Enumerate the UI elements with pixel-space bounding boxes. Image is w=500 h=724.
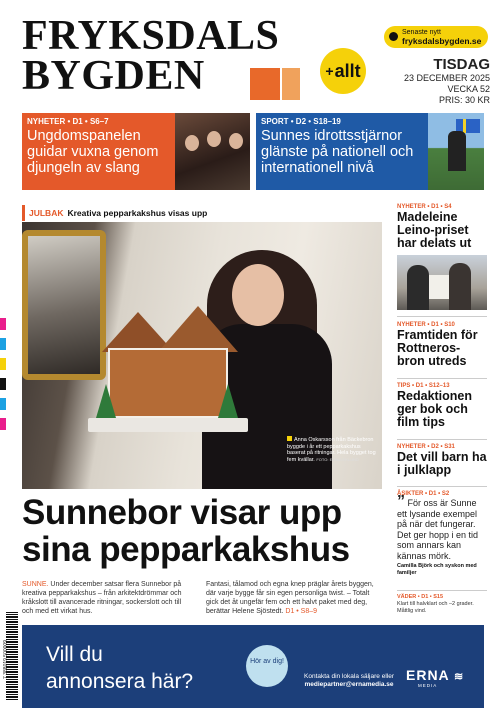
weather[interactable] bbox=[397, 594, 487, 615]
side-item[interactable] bbox=[397, 322, 487, 368]
main-story-strap[interactable] bbox=[22, 205, 382, 221]
erna-logo bbox=[406, 667, 464, 683]
allt-logo-text: allt bbox=[334, 60, 361, 81]
print-mark bbox=[0, 318, 6, 330]
barcode-number: 7 388019 500009 bbox=[3, 640, 9, 679]
side-item[interactable] bbox=[397, 444, 487, 477]
body-text-1: Under december satsar flera Sunnebor på kreativa pepparkakshus – från arkitektdrömmar och kråkslott till avancerade ritningar, sockerslott och till och med ett virkat hus. bbox=[22, 581, 182, 615]
erna-logo-sub: MEDIA bbox=[418, 683, 438, 688]
print-mark bbox=[0, 358, 6, 370]
allt-logo[interactable]: + allt bbox=[320, 48, 366, 94]
issue-info bbox=[400, 56, 490, 106]
advertisement[interactable] bbox=[22, 625, 484, 708]
ad-contact bbox=[290, 673, 408, 689]
side-kicker: NYHETER • D1 • S10 bbox=[397, 322, 455, 328]
issue-date: 23 DECEMBER 2025 bbox=[403, 73, 490, 83]
divider bbox=[397, 590, 487, 591]
promo-news-headline: Ungdomspanelen guidar vuxna genom djungeln av slang bbox=[27, 128, 159, 176]
body-column-2 bbox=[206, 580, 378, 616]
side-title: Madeleine Leino-priset har delats ut bbox=[397, 210, 472, 250]
web-badge-small: Senaste nytt bbox=[402, 29, 441, 36]
ad-headline bbox=[46, 641, 193, 695]
quote-icon: ” bbox=[397, 493, 405, 510]
gingerbread-house bbox=[88, 312, 248, 432]
ad-contact-email[interactable]: mediepartner@ernamedia.se bbox=[304, 681, 394, 688]
masthead-graphic bbox=[250, 68, 280, 100]
print-mark bbox=[0, 378, 6, 390]
weather-text: Klart till halvklart och –2 grader. Måttlig vind. bbox=[397, 601, 474, 614]
promo-news-kicker: NYHETER • D1 • S6–7 bbox=[27, 117, 109, 126]
opinion[interactable] bbox=[397, 491, 487, 577]
promo-sport-kicker: SPORT • D2 • S18–19 bbox=[261, 117, 341, 126]
body-column-1 bbox=[22, 580, 194, 616]
masthead bbox=[22, 13, 280, 99]
side-kicker: NYHETER • D2 • S31 bbox=[397, 444, 455, 450]
main-story-kicker: JULBAK bbox=[29, 208, 64, 218]
opinion-kicker: ÅSIKTER • D1 • S2 bbox=[397, 491, 450, 497]
side-title: Redaktionen ger bok och film tips bbox=[397, 389, 473, 429]
side-photo bbox=[397, 255, 487, 310]
ad-headline-line2: annonsera här? bbox=[46, 670, 194, 693]
divider bbox=[397, 486, 487, 487]
main-headline[interactable] bbox=[22, 494, 392, 568]
ad-speech-bubble: Hör av dig! bbox=[246, 645, 288, 687]
main-story-strap-text: Kreativa pepparkakshus visas upp bbox=[67, 208, 208, 218]
side-kicker: NYHETER • D1 • S4 bbox=[397, 204, 452, 210]
body-dateline: SUNNE. bbox=[22, 581, 49, 588]
wave-icon: ≋ bbox=[454, 671, 465, 683]
divider bbox=[397, 316, 487, 317]
print-mark bbox=[0, 338, 6, 350]
print-mark bbox=[0, 398, 6, 410]
side-title: Framtiden för Rottneros-bron utreds bbox=[397, 328, 478, 368]
body-page-ref[interactable]: D1 • S8–9 bbox=[283, 608, 318, 615]
body-text-2: Fantasi, tålamod och egna knep präglar årets byggen, där varje bygge får sin egen personliga twist. – Totalt gick det åt ungefär fem och ett halvt paket med deg, berättar Helene Sjöstedt. bbox=[206, 581, 374, 615]
side-kicker: TIPS • D1 • S12–13 bbox=[397, 383, 450, 389]
issue-weekday: TISDAG bbox=[433, 56, 490, 73]
opinion-quote-text: För oss är Sunne ett lysande exempel på när det fungerar. Det ger hopp i en tid som annars kan kännas mörk. bbox=[397, 498, 479, 561]
weather-kicker: VÄDER • D1 • S15 bbox=[397, 594, 444, 600]
ad-contact-line: Kontakta din lokala säljare eller bbox=[304, 673, 394, 680]
erna-logo-text: ERNA bbox=[406, 667, 450, 683]
web-badge-url: fryksdalsbygden.se bbox=[402, 36, 482, 46]
main-headline-line2: sina pepparkakshus bbox=[22, 530, 350, 569]
main-headline-line1: Sunnebor visar upp bbox=[22, 493, 342, 532]
issue-week: VECKA 52 bbox=[447, 84, 490, 94]
masthead-line2: BYGDEN bbox=[22, 53, 205, 99]
arrow-icon bbox=[389, 32, 398, 41]
divider bbox=[397, 378, 487, 379]
masthead-graphic-2 bbox=[282, 68, 300, 100]
promo-news[interactable] bbox=[22, 113, 250, 190]
print-mark bbox=[0, 418, 6, 430]
opinion-signature: Camilla Björk och syskon med familjer bbox=[397, 563, 477, 576]
photo-caption-text: Anna Oskarsson från Bäckebron byggde i år ett pepparkakshus baserat på ritningar. Hela bygget tog fem kvällar. bbox=[287, 437, 376, 463]
promo-sport-headline: Sunnes idrottsstjärnor glänste på nationell och internationell nivå bbox=[261, 128, 414, 176]
side-title: Det vill barn ha i julklapp bbox=[397, 450, 487, 477]
issue-price: PRIS: 30 KR bbox=[438, 95, 490, 105]
promo-news-photo bbox=[175, 113, 250, 190]
web-badge[interactable] bbox=[384, 26, 488, 48]
divider bbox=[397, 439, 487, 440]
promo-sport-photo bbox=[428, 113, 484, 190]
side-item[interactable] bbox=[397, 204, 487, 250]
ad-headline-line1: Vill du bbox=[46, 643, 103, 666]
photo-caption bbox=[287, 436, 377, 463]
promo-sport[interactable] bbox=[256, 113, 484, 190]
masthead-line1: FRYKSDALS bbox=[22, 13, 280, 59]
photo-credit: FOTO: EMMA EKLUND bbox=[316, 456, 359, 462]
side-item[interactable] bbox=[397, 383, 487, 429]
